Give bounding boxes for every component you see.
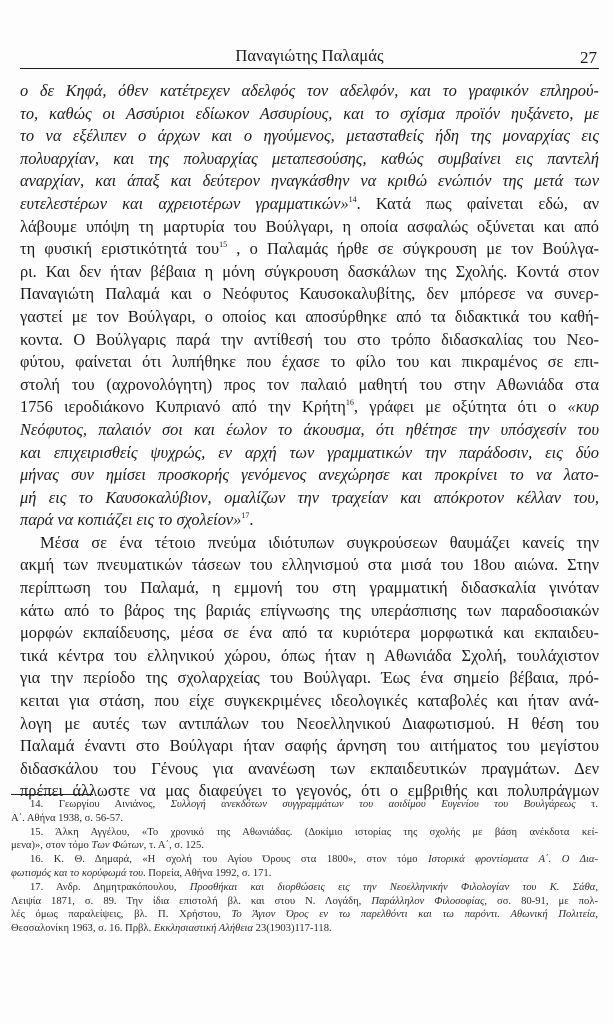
italic-text-run: μήνας συν ημίσει προσκορής γενόμενος ανεχώρησε και προκρίνει το να λατο- xyxy=(20,465,599,485)
footnote-line xyxy=(11,798,598,812)
text-run: κοντα. Ο Βούλγαρις παρά την αντίθεσή του στο τρόπο διδασκαλίας του Νεο- xyxy=(20,329,599,349)
text-run: Α΄. Αθήνα 1938, σ. 56-57. xyxy=(11,812,123,824)
text-run: φύτου, φαίνεται ότι λυπήθηκε που έχασε το φίλο του και πικραμένος σε επι- xyxy=(20,352,599,372)
text-line xyxy=(20,261,599,284)
text-line xyxy=(20,283,599,306)
footnote-16 xyxy=(11,853,598,881)
italic-text-run: το να εξέλιπεν ο άρχων και ο ηγούμενος, μετασταθείς ήδη της μοναρχίας εις xyxy=(20,126,599,146)
text-run: , τ. Α΄, σ. 125. xyxy=(143,840,204,852)
text-run: Θεσσαλονίκη 1963, σ. 16. Πρβλ. xyxy=(11,923,154,935)
text-run: Παναγιώτη Παλαμά και ο Νεόφυτος Καυσοκαλυβίτης, δεν μπόρεσε να συνερ- xyxy=(20,284,599,304)
text-line: κειται για στάση, που είχε συγκεκριμένες ιδεολογικές καταβολές και ήταν ανά- xyxy=(20,691,599,711)
header-rule xyxy=(20,68,599,69)
italic-text-run: Το Άγιον Όρος εν τω παρελθόντι και τω παρόντι. Αθωνική Πολιτεία xyxy=(231,909,596,921)
text-run: 14. Γεωργίου Αινιάνος, xyxy=(30,799,171,810)
paragraph-quotation xyxy=(20,80,599,532)
text-line: ακμή των πνευματικών τάσεων του ελληνισμού στα μισά του 18ου αιώνα. Στην xyxy=(20,555,599,575)
footnote-line xyxy=(11,826,598,840)
text-run: 16. Κ. Θ. Δημαρά, «Η σχολή του Αγίου Όρους στα 1800», στον τόμο xyxy=(30,854,429,866)
text-line xyxy=(20,148,599,171)
text-run: 1756 ιεροδιάκονο Κυπριανό από την Κρήτη xyxy=(20,397,346,417)
text-line: τικά κέντρα του ελληνικού χώρου, όπως ήταν η Αθωνιάδα Σχολή, τουλάχιστον xyxy=(20,645,599,665)
text-line: πρέπει άλλωστε να μας διαφεύγει το γεγονός, ότι ο εμβριθής και πολυπράγμων xyxy=(20,781,599,801)
text-run: ρι. Και δεν ήταν βέβαια η μόνη σύγκρουση δασκάλων της Σχολής. Κοντά στον xyxy=(20,261,599,281)
text-line: διδασκάλου του Γένους για ανανέωση των εκπαιδευτικών πραγμάτων. Δεν xyxy=(20,758,599,778)
italic-text-run: και επιχειρισθείς ψυχρώς, εν αρχή των γραμματικών την παράδοσιν, εις δύο xyxy=(20,442,599,462)
text-line xyxy=(20,170,599,193)
italic-text-run: ο δε Κηφά, όθεν κατέτρεχεν αδελφός τον αδελφόν, και το γραφικόν επληρού- xyxy=(20,81,599,100)
text-line xyxy=(20,351,599,374)
text-line: περίπτωση του Παλαμά, η εμμονή του στη γραμματική διδασκαλία γινόταν xyxy=(20,578,599,598)
text-line xyxy=(20,464,599,487)
text-run: . xyxy=(249,510,254,530)
italic-text-run: παρά να κοπιάζει εις το σχολείον» xyxy=(20,510,242,530)
footnote-15 xyxy=(11,826,598,854)
text-run: μενα)», στον τόμο xyxy=(11,840,92,852)
text-run: 23(1903)117-118. xyxy=(253,923,332,935)
footnote-14 xyxy=(11,798,598,826)
text-run: , γράφει με οξύτητα ότι ο xyxy=(353,397,568,417)
footnote-line xyxy=(11,922,598,936)
text-line xyxy=(20,103,599,126)
text-line xyxy=(20,509,599,532)
italic-text-run: Νεόφυτος, παλαιόν σοι και έωλον το άκουσμα, ότι ηθέτησε την υπόσχεσίν του xyxy=(20,419,599,439)
italic-text-run: Των Φώτων xyxy=(91,840,144,852)
italic-text-run: φωτισμός και το κορύφωμά του xyxy=(11,867,143,879)
text-run: τη φυσική εριστικότητά του xyxy=(20,239,220,259)
footnote-line xyxy=(11,881,598,895)
text-line xyxy=(20,193,599,216)
italic-text-run: Προσθήκαι και διορθώσεις εις την Νεοελληνικήν Φιλολογίαν του Κ. Σάθα xyxy=(189,881,596,893)
text-run: λάβουμε υπόψη τη μαρτυρία του Βούλγαρι, η οποία ασφαλώς οξύνεται και από xyxy=(20,216,599,236)
text-run: . Κατά πως φαίνεται εδώ, αν xyxy=(356,193,599,213)
text-run: , xyxy=(595,881,599,893)
italic-text-run: Ιστορικά φροντίσματα Α΄. Ο Δια- xyxy=(428,854,598,866)
footnote-reference[interactable]: 16 xyxy=(345,398,354,408)
text-line xyxy=(20,374,599,397)
text-run: λές όμως παραλείψεις, βλ. Π. Χρήστου, xyxy=(11,909,232,921)
text-line: λογη με αυτές των αντιπάλων του Νεοελληνικού Διαφωτισμού. Η θέση του xyxy=(20,713,599,733)
text-run: 17. Ανδρ. Δημητρακόπουλου, xyxy=(30,881,190,893)
italic-text-run: Εκκλησιαστική Αλήθεια xyxy=(153,923,253,935)
footnote-line xyxy=(11,867,598,881)
text-run: , σσ. 80-91, με πολ- xyxy=(484,895,598,907)
italic-text-run: Παράλληλον Φιλοσοφίας xyxy=(371,895,485,907)
text-run: , ο Παλαμάς ήρθε σε σύγκρουση με τον Βούλγα- xyxy=(227,239,599,259)
footnote-line xyxy=(11,812,598,826)
text-run: . Πορεία, Αθήνα 1992, σ. 171. xyxy=(142,867,272,879)
footnote-reference[interactable]: 15 xyxy=(219,240,228,250)
text-run: γαστεί με τον Βούλγαρι, ο οποίος και αποσύρθηκε από τα διδακτικά του καθή- xyxy=(20,306,599,326)
paragraph-analysis xyxy=(20,532,599,803)
italic-text-run: αναρχίαν, και άπαξ και δεύτερον ηναγκάσθην να κριθώ ενώπιόν της μετά των xyxy=(20,171,599,191)
text-run: τ. xyxy=(575,799,598,810)
text-line xyxy=(20,306,599,329)
italic-text-run: «κυρ xyxy=(567,397,599,417)
italic-text-run: ευτελεστέρων και αχρειοτέρων γραμματικών» xyxy=(20,193,349,213)
text-run: , xyxy=(595,909,599,921)
main-text xyxy=(20,80,599,803)
italic-text-run: μή εις το Καυσοκαλύβιον, ομαλίζων την τραχείαν και απόκροτον κέλλαν του, xyxy=(20,487,599,507)
text-line: κάτω από το βάρος της βαριάς επίγνωσης της υπεράσπισης των παραδοσιακών xyxy=(20,600,599,620)
footnote-reference[interactable]: 17 xyxy=(241,511,250,521)
footnote-line xyxy=(11,839,598,853)
footnote-reference[interactable]: 14 xyxy=(348,194,357,204)
text-line xyxy=(20,125,599,148)
text-line xyxy=(20,238,599,261)
footnote-rule xyxy=(11,794,93,795)
footnote-line xyxy=(11,853,598,867)
text-line xyxy=(20,487,599,510)
text-run: 15. Άλκη Αγγέλου, «Το χρονικό της Αθωνιάδας. (Δοκίμιο ιστορίας της σχολής με βάση ανέκδοτα κεί- xyxy=(30,826,598,838)
italic-text-run: Συλλογή ανεκδότων συγγραμμάτων του αοιδίμου Ευγενίου του Βουλγάρεως xyxy=(170,799,576,810)
footnotes xyxy=(11,798,598,936)
text-run: στολή του (αχρονολόγητη) προς τον παλαιό μαθητή του στην Αθωνιάδα στα xyxy=(20,374,599,394)
text-line: για την περίοδο της σχολαρχείας του Βούλγαρι. Έως ένα σημείο βέβαια, πρό- xyxy=(20,668,599,688)
italic-text-run: πολυαρχίαν, και της πολυαρχίας μεταπεσούσης, καθώς συμβαίνει εις παντελή xyxy=(20,148,599,168)
text-run: Λειψία 1871, σ. 89. Την ίδια επιστολή βλ. και στου Ν. Λογάδη, xyxy=(11,895,372,907)
text-line xyxy=(20,442,599,465)
text-line: Μέσα σε ένα τέτοιο πνεύμα ιδιότυπων συγκρούσεων θαυμάζει κανείς την xyxy=(40,532,599,552)
footnote-line xyxy=(11,895,598,909)
text-line xyxy=(20,329,599,352)
text-line: μορφών εκπαίδευσης, μέσα σε ένα από τα κυριότερα μορφωτικά και εκπαιδευ- xyxy=(20,623,599,643)
running-header xyxy=(20,46,599,68)
running-title: Παναγιώτης Παλαμάς xyxy=(235,46,384,65)
italic-text-run: το, καθώς οι Ασσύριοι εδίωκον Ασσυρίους, και το σχίσμα προϊόν ηυξάνετο, με xyxy=(20,103,599,123)
text-line xyxy=(20,396,599,419)
footnote-17 xyxy=(11,881,598,936)
footnote-line xyxy=(11,908,598,922)
text-line xyxy=(20,419,599,442)
page-number: 27 xyxy=(580,48,597,67)
text-line: Παλαμά έναντι στο Βούλγαρι ήταν σαφής άρνηση του αιτήματος του μεγίστου xyxy=(20,736,599,756)
text-line xyxy=(20,216,599,239)
text-line xyxy=(20,80,599,103)
